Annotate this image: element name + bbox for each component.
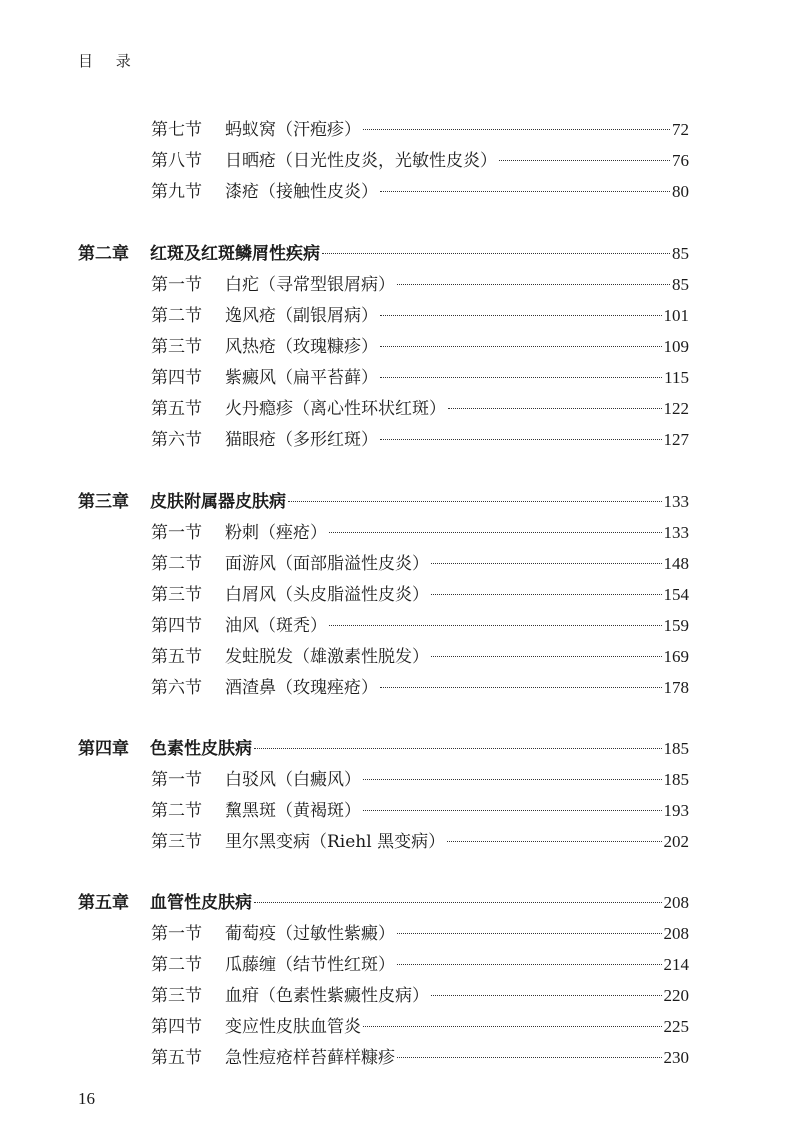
section-number: 第一节	[151, 770, 202, 790]
entry-title: 猫眼疮（多形红斑）	[225, 430, 378, 450]
dot-leader	[363, 779, 662, 780]
entry-page-number: 225	[663, 1017, 689, 1036]
running-head: 目 录	[78, 52, 140, 70]
dot-leader	[329, 532, 662, 533]
toc-section-entry[interactable]	[151, 1015, 689, 1039]
section-number: 第五节	[151, 399, 202, 419]
entry-title: 日晒疮（日光性皮炎，光敏性皮炎）	[225, 151, 497, 171]
section-number: 第五节	[151, 647, 202, 667]
toc-section-entry[interactable]	[151, 552, 689, 576]
toc-chapter-entry[interactable]	[78, 242, 689, 266]
toc-section-entry[interactable]	[151, 304, 689, 328]
entry-page-number: 214	[663, 955, 689, 974]
toc-section-entry[interactable]	[151, 366, 689, 390]
section-number: 第三节	[151, 585, 202, 605]
entry-title: 蚂蚁窝（汗疱疹）	[225, 120, 361, 140]
section-number: 第六节	[151, 678, 202, 698]
section-number: 第四节	[151, 616, 202, 636]
dot-leader	[363, 129, 670, 130]
toc-section-entry[interactable]	[151, 645, 689, 669]
entry-page-number: 133	[663, 523, 689, 542]
toc-section-entry[interactable]	[151, 397, 689, 421]
entry-title: 漆疮（接触性皮炎）	[225, 182, 378, 202]
entry-page-number: 202	[663, 832, 689, 851]
entry-title: 面游风（面部脂溢性皮炎）	[225, 554, 429, 574]
toc-section-entry[interactable]	[151, 1046, 689, 1070]
entry-page-number: 85	[672, 244, 689, 263]
toc-section-entry[interactable]	[151, 830, 689, 854]
section-number: 第三节	[151, 337, 202, 357]
page-number: 16	[78, 1089, 95, 1108]
toc-chapter-entry[interactable]	[78, 490, 689, 514]
dot-leader	[499, 160, 670, 161]
section-number: 第一节	[151, 924, 202, 944]
entry-page-number: 109	[663, 337, 689, 356]
entry-page-number: 85	[672, 275, 689, 294]
entry-page-number: 159	[663, 616, 689, 635]
toc-section-entry[interactable]	[151, 335, 689, 359]
entry-page-number: 148	[663, 554, 689, 573]
entry-page-number: 220	[663, 986, 689, 1005]
entry-title: 血管性皮肤病	[150, 893, 252, 913]
section-number: 第二节	[151, 955, 202, 975]
entry-page-number: 133	[663, 492, 689, 511]
toc-section-entry[interactable]	[151, 118, 689, 142]
section-number: 第二节	[151, 554, 202, 574]
entry-page-number: 193	[663, 801, 689, 820]
section-number: 第七节	[151, 120, 202, 140]
dot-leader	[397, 284, 670, 285]
toc-section-entry[interactable]	[151, 273, 689, 297]
chapter-number: 第四章	[78, 739, 129, 759]
dot-leader	[448, 408, 662, 409]
toc-section-entry[interactable]	[151, 953, 689, 977]
entry-page-number: 185	[663, 770, 689, 789]
section-number: 第三节	[151, 832, 202, 852]
entry-page-number: 169	[663, 647, 689, 666]
section-number: 第一节	[151, 275, 202, 295]
entry-page-number: 72	[672, 120, 689, 139]
toc-section-entry[interactable]	[151, 984, 689, 1008]
toc-section-entry[interactable]	[151, 428, 689, 452]
section-number: 第八节	[151, 151, 202, 171]
entry-title: 紫癜风（扁平苔藓）	[225, 368, 378, 388]
entry-title: 色素性皮肤病	[150, 739, 252, 759]
entry-page-number: 122	[663, 399, 689, 418]
dot-leader	[380, 687, 662, 688]
toc-section-entry[interactable]	[151, 149, 689, 173]
toc-section-entry[interactable]	[151, 614, 689, 638]
toc-section-entry[interactable]	[151, 583, 689, 607]
section-number: 第三节	[151, 986, 202, 1006]
dot-leader	[254, 748, 662, 749]
dot-leader	[380, 439, 662, 440]
entry-title: 里尔黑变病（Riehl 黑变病）	[225, 832, 446, 852]
chapter-number: 第五章	[78, 893, 129, 913]
dot-leader	[397, 964, 662, 965]
dot-leader	[447, 841, 661, 842]
toc-section-entry[interactable]	[151, 521, 689, 545]
entry-page-number: 178	[663, 678, 689, 697]
chapter-number: 第二章	[78, 244, 129, 264]
entry-title: 急性痘疮样苔藓样糠疹	[225, 1048, 395, 1068]
toc-section-entry[interactable]	[151, 922, 689, 946]
entry-title: 瓜藤缠（结节性红斑）	[225, 955, 395, 975]
section-number: 第一节	[151, 523, 202, 543]
dot-leader	[380, 191, 670, 192]
entry-page-number: 154	[663, 585, 689, 604]
dot-leader	[380, 315, 662, 316]
entry-title: 粉刺（痤疮）	[225, 523, 327, 543]
entry-page-number: 127	[663, 430, 689, 449]
entry-title: 皮肤附属器皮肤病	[150, 492, 286, 512]
dot-leader	[431, 656, 662, 657]
section-number: 第二节	[151, 801, 202, 821]
entry-page-number: 115	[664, 368, 689, 387]
entry-page-number: 101	[663, 306, 689, 325]
dot-leader	[431, 995, 662, 996]
entry-title: 黧黑斑（黄褐斑）	[225, 801, 361, 821]
section-number: 第五节	[151, 1048, 202, 1068]
section-number: 第六节	[151, 430, 202, 450]
toc-chapter-entry[interactable]	[78, 737, 689, 761]
section-number: 第四节	[151, 368, 202, 388]
entry-page-number: 185	[663, 739, 689, 758]
entry-page-number: 80	[672, 182, 689, 201]
entry-page-number: 76	[672, 151, 689, 170]
section-number: 第九节	[151, 182, 202, 202]
dot-leader	[254, 902, 662, 903]
dot-leader	[363, 1026, 662, 1027]
section-number: 第二节	[151, 306, 202, 326]
toc-chapter-entry[interactable]	[78, 891, 689, 915]
entry-page-number: 230	[663, 1048, 689, 1067]
entry-page-number: 208	[663, 893, 689, 912]
entry-title: 逸风疮（副银屑病）	[225, 306, 378, 326]
entry-title: 酒渣鼻（玫瑰痤疮）	[225, 678, 378, 698]
dot-leader	[397, 1057, 662, 1058]
entry-title: 血疳（色素性紫癜性皮病）	[225, 986, 429, 1006]
entry-title: 白屑风（头皮脂溢性皮炎）	[225, 585, 429, 605]
entry-title: 变应性皮肤血管炎	[225, 1017, 361, 1037]
dot-leader	[431, 563, 662, 564]
dot-leader	[329, 625, 662, 626]
toc-section-entry[interactable]	[151, 180, 689, 204]
entry-title: 红斑及红斑鳞屑性疾病	[150, 244, 320, 264]
dot-leader	[322, 253, 670, 254]
dot-leader	[397, 933, 662, 934]
dot-leader	[363, 810, 662, 811]
toc-section-entry[interactable]	[151, 799, 689, 823]
entry-title: 白疕（寻常型银屑病）	[225, 275, 395, 295]
entry-title: 白驳风（白癜风）	[225, 770, 361, 790]
dot-leader	[288, 501, 662, 502]
chapter-number: 第三章	[78, 492, 129, 512]
toc-section-entry[interactable]	[151, 676, 689, 700]
entry-title: 发蛀脱发（雄激素性脱发）	[225, 647, 429, 667]
toc-section-entry[interactable]	[151, 768, 689, 792]
entry-title: 风热疮（玫瑰糠疹）	[225, 337, 378, 357]
entry-title: 葡萄疫（过敏性紫癜）	[225, 924, 395, 944]
dot-leader	[380, 346, 662, 347]
dot-leader	[380, 377, 662, 378]
entry-title: 火丹瘾疹（离心性环状红斑）	[225, 399, 446, 419]
entry-page-number: 208	[663, 924, 689, 943]
section-number: 第四节	[151, 1017, 202, 1037]
entry-title: 油风（斑秃）	[225, 616, 327, 636]
dot-leader	[431, 594, 662, 595]
